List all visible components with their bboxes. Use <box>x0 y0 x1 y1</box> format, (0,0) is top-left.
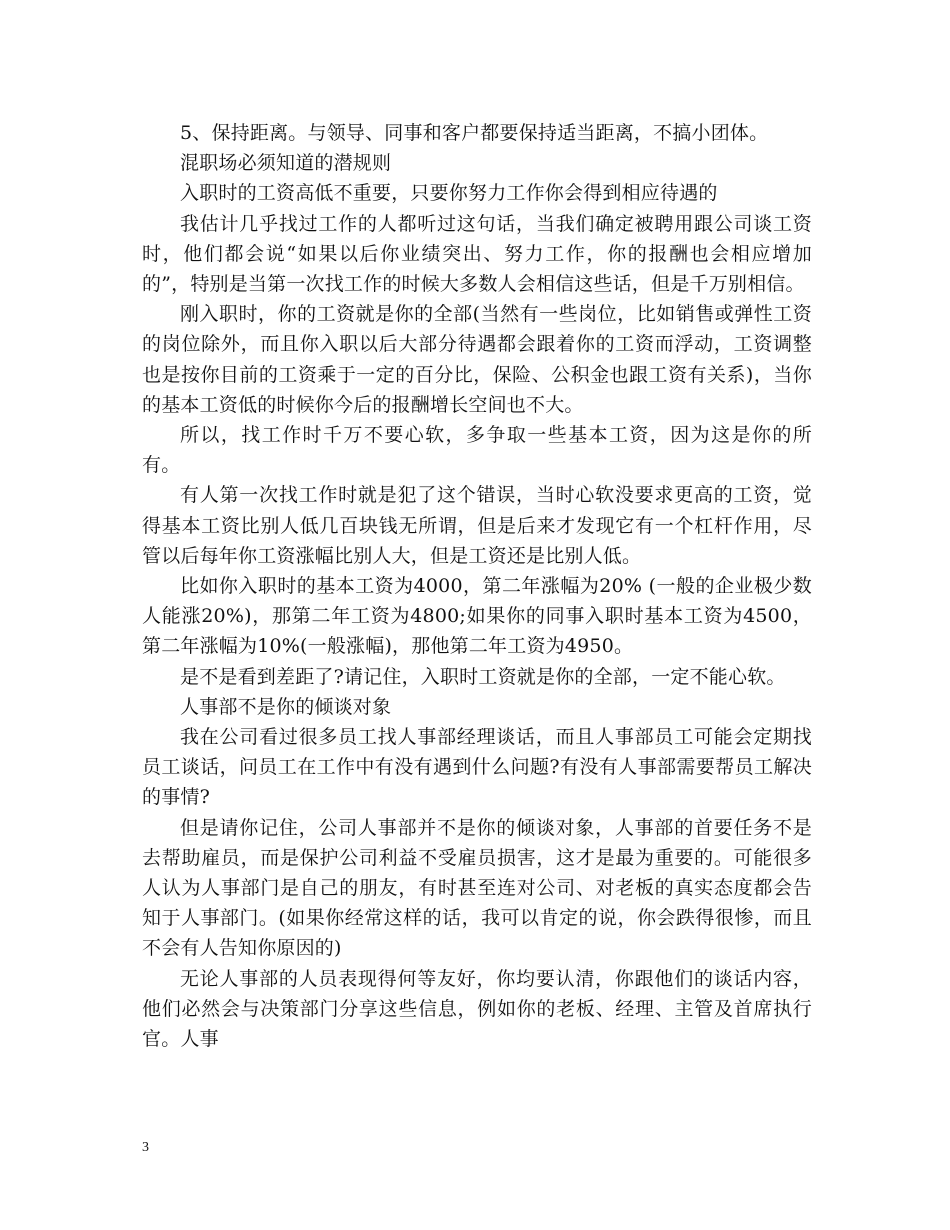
page-number: 3 <box>142 1140 149 1155</box>
paragraph: 我估计几乎找过工作的人都听过这句话，当我们确定被聘用跟公司谈工资时，他们都会说“如果以后你业绩突出、努力工作，你的报酬也会相应增加的”，特别是当第一次找工作的时候大多数人会相信这些话，但是千万别相信。 <box>142 212 812 296</box>
paragraph: 但是请你记住，公司人事部并不是你的倾谈对象，人事部的首要任务不是去帮助雇员，而是保护公司利益不受雇员损害，这才是最为重要的。可能很多人认为人事部门是自己的朋友，有时甚至连对公司、对老板的真实态度都会告知于人事部门。(如果你经常这样的话，我可以肯定的说，你会跌得很惨，而且不会有人告知你原因的) <box>142 816 812 960</box>
paragraph: 我在公司看过很多员工找人事部经理谈话，而且人事部员工可能会定期找员工谈话，问员工在工作中有没有遇到什么问题?有没有人事部需要帮员工解决的事情? <box>142 726 812 809</box>
paragraph: 无论人事部的人员表现得何等友好，你均要认清，你跟他们的谈话内容，他们必然会与决策部门分享这些信息，例如你的老板、经理、主管及首席执行官。人事 <box>142 967 812 1051</box>
paragraph: 是不是看到差距了?请记住，入职时工资就是你的全部，一定不能心软。 <box>180 665 786 688</box>
section-heading: 混职场必须知道的潜规则 <box>180 152 392 175</box>
subheading: 人事部不是你的倾谈对象 <box>180 695 392 718</box>
paragraph: 5、保持距离。与领导、同事和客户都要保持适当距离，不搞小团体。 <box>180 122 769 144</box>
paragraph: 比如你入职时的基本工资为4000，第二年涨幅为20% (一般的企业极少数人能涨20%)，那第二年工资为4800;如果你的同事入职时基本工资为4500，第二年涨幅为10%(一般涨幅)，那他第二年工资为4950。 <box>142 575 812 658</box>
paragraph: 刚入职时，你的工资就是你的全部(当然有一些岗位，比如销售或弹性工资的岗位除外，而且你入职以后大部分待遇都会跟着你的工资而浮动，工资调整也是按你目前的工资乘于一定的百分比，保险、公积金也跟工资有关系)，当你的基本工资低的时候你今后的报酬增长空间也不大。 <box>142 303 812 416</box>
paragraph: 有人第一次找工作时就是犯了这个错误，当时心软没要求更高的工资，觉得基本工资比别人低几百块钱无所谓，但是后来才发现它有一个杠杆作用，尽管以后每年你工资涨幅比别人大，但是工资还是比别人低。 <box>142 484 812 567</box>
paragraph: 所以，找工作时千万不要心软，多争取一些基本工资，因为这是你的所有。 <box>142 424 812 477</box>
document-body <box>142 118 812 1054</box>
subheading: 入职时的工资高低不重要，只要你努力工作你会得到相应待遇的 <box>180 182 718 205</box>
